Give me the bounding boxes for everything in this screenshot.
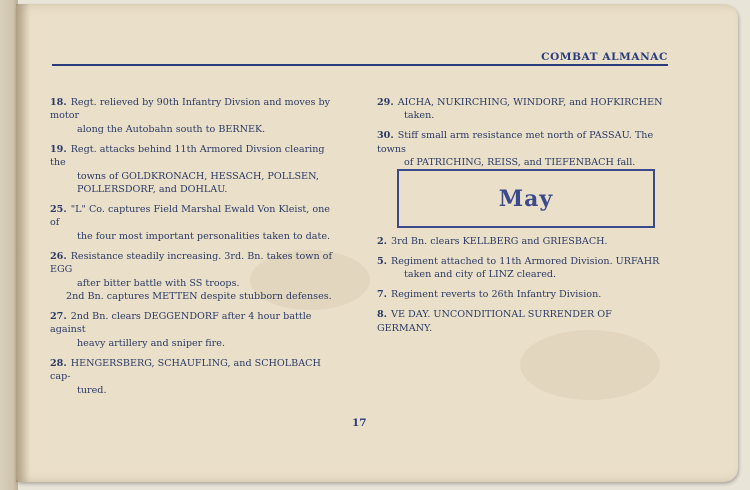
almanac-entry — [377, 308, 669, 335]
entry-day: 25. — [50, 204, 67, 216]
month-heading-box — [397, 169, 655, 228]
right-column-may — [377, 235, 669, 342]
entry-text: the four most important personalities taken to date. — [77, 230, 331, 242]
entry-text: 2nd Bn. captures METTEN despite stubborn defenses. — [66, 291, 332, 303]
entry-text: VE DAY. UNCONDITIONAL SURRENDER OF GERMANY. — [377, 309, 612, 334]
running-header-title: COMBAT ALMANAC — [541, 51, 668, 63]
entry-text: Resistance steadily increasing. 3rd. Bn. takes town of EGG — [50, 250, 333, 276]
entry-text: towns of GOLDKRONACH, HESSACH, POLLSEN, — [77, 170, 319, 182]
left-column — [50, 96, 340, 404]
entry-day: 28. — [50, 357, 67, 369]
almanac-entry — [50, 357, 340, 397]
page-number: 17 — [352, 417, 367, 429]
entry-text: Regt. relieved by 90th Infantry Divsion and moves by motor — [50, 97, 331, 122]
entry-text: Regiment attached to 11th Armored Division. URFAHR — [391, 256, 660, 267]
almanac-entry — [377, 235, 669, 248]
entry-day: 29. — [377, 97, 394, 108]
entry-day: 2. — [377, 236, 388, 247]
entry-day: 8. — [377, 309, 388, 321]
almanac-entry — [377, 255, 669, 282]
almanac-entry — [377, 288, 669, 301]
almanac-entry — [50, 203, 340, 243]
entry-day: 26. — [50, 250, 67, 262]
entry-day: 5. — [377, 256, 388, 267]
entry-text: Stiff small arm resistance met north of PASSAU. The towns — [377, 130, 654, 155]
page-gutter-shadow — [16, 4, 30, 482]
entry-text: after bitter battle with SS troops. — [77, 277, 240, 289]
entry-text: 2nd Bn. clears DEGGENDORF after 4 hour battle against — [50, 311, 312, 336]
almanac-entry — [50, 310, 340, 350]
entry-text: AICHA, NUKIRCHING, WINDORF, and HOFKIRCHEN — [397, 97, 663, 108]
entry-text: Regt. attacks behind 11th Armored Divsion clearing the — [50, 143, 325, 169]
header-rule — [52, 64, 668, 66]
entry-day: 19. — [50, 143, 67, 155]
right-column-april — [377, 96, 669, 176]
entry-text: tured. — [77, 384, 107, 396]
almanac-entry — [377, 96, 669, 123]
almanac-entry — [50, 96, 340, 136]
entry-day: 30. — [377, 130, 394, 142]
entry-text: Regiment reverts to 26th Infantry Division. — [391, 289, 602, 301]
month-heading: May — [498, 185, 554, 212]
entry-text: "L" Co. captures Field Marshal Ewald Von Kleist, one of — [50, 204, 330, 229]
entry-text: taken and city of LINZ cleared. — [404, 269, 557, 281]
entry-day: 7. — [377, 289, 388, 301]
entry-day: 18. — [50, 97, 67, 108]
entry-day: 27. — [50, 311, 67, 323]
entry-text: taken. — [404, 110, 435, 122]
entry-text: POLLERSDORF, and DOHLAU. — [77, 184, 228, 196]
almanac-entry — [50, 250, 340, 304]
almanac-entry — [50, 143, 340, 197]
entry-text: HENGERSBERG, SCHAUFLING, and SCHOLBACH cap- — [50, 357, 321, 383]
entry-text: 3rd Bn. clears KELLBERG and GRIESBACH. — [391, 236, 608, 247]
almanac-entry — [377, 129, 669, 169]
entry-text: of PATRICHING, REISS, and TIEFENBACH fall. — [404, 157, 636, 169]
entry-text: heavy artillery and sniper fire. — [77, 337, 225, 349]
entry-text: along the Autobahn south to BERNEK. — [77, 123, 266, 135]
